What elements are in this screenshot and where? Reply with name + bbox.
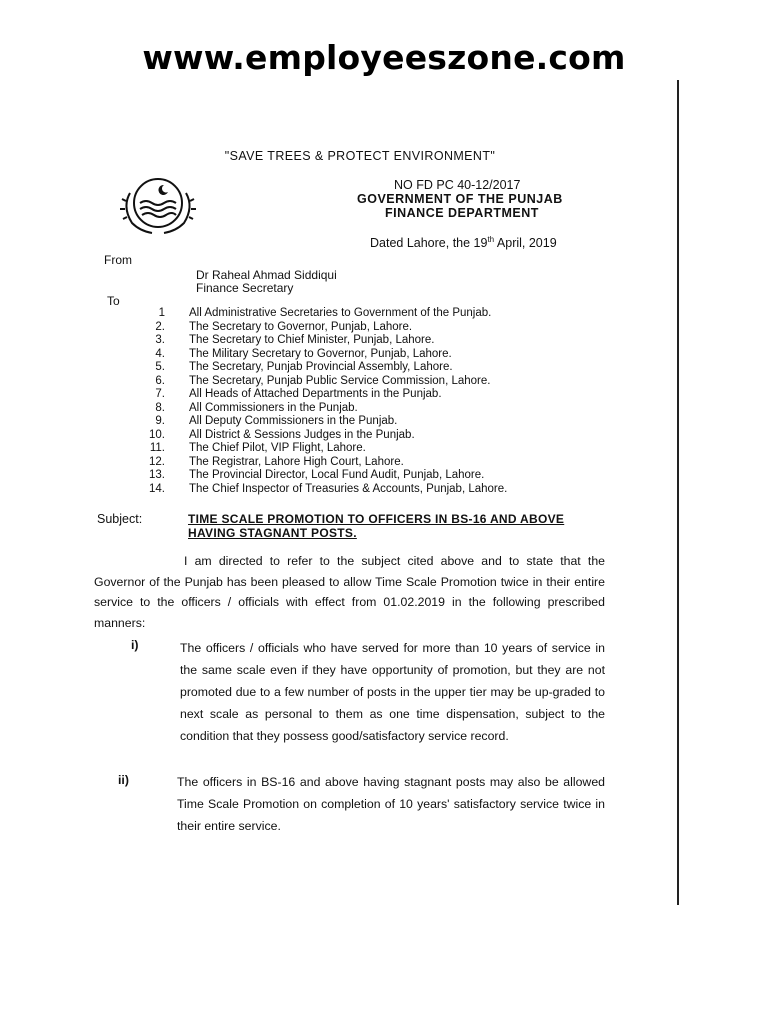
to-label: To [107, 294, 120, 308]
subject-label: Subject: [97, 512, 143, 526]
from-label: From [104, 253, 132, 267]
intro-paragraph: I am directed to refer to the subject cited above and to state that the Governor of the Punjab has been pleased to allow Time Scale Promotion twice in their entire service to the officers / officials with effect from 01.02.2019 in the following prescribed manners: [94, 554, 605, 630]
list-item: The officers in BS-16 and above having stagnant posts may also be allowed Time Scale Promotion on completion of 10 years' satisfactory service twice in their entire service. [177, 775, 605, 833]
letter-date [370, 235, 557, 250]
scan-edge-line [677, 80, 679, 905]
subject-text: TIME SCALE PROMOTION TO OFFICERS IN BS-16 AND ABOVE HAVING STAGNANT POSTS. [188, 512, 565, 540]
recipient-item: 4. The Military Secretary to Governor, Punjab, Lahore. [155, 347, 452, 360]
date-prefix: Dated Lahore, the 19 [370, 236, 488, 251]
recipient-item: 6. The Secretary, Punjab Public Service Commission, Lahore. [155, 374, 491, 387]
recipient-item: 9. All Deputy Commissioners in the Punjab. [155, 415, 398, 427]
recipient-item: 2. The Secretary to Governor, Punjab, Lahore. [155, 320, 413, 333]
recipient-item: 3. The Secretary to Chief Minister, Punjab, Lahore. [155, 334, 435, 346]
sender-name: Dr Raheal Ahmad Siddiqui [196, 268, 337, 282]
sender-designation: Finance Secretary [196, 281, 294, 295]
list-item: The officers / officials who have served for more than 10 years of service in the same scale even if they have opportunity of promotion, but they are not promoted due to a few number of posts in the upper tier may be up-graded to next scale as personal to them as one time dispensation, subject to the condition that they possess good/satisfactory service record. [180, 641, 605, 743]
date-suffix: April, 2019 [494, 236, 557, 251]
recipient-item: 12. The Registrar, Lahore High Court, Lahore. [149, 455, 404, 468]
recipient-item: 7. All Heads of Attached Departments in the Punjab. [155, 388, 442, 400]
recipient-list [138, 307, 598, 496]
item-marker: ii) [118, 773, 129, 787]
reference-number: NO FD PC 40-12/2017 [394, 178, 521, 192]
department-heading: FINANCE DEPARTMENT [385, 206, 539, 220]
recipient-item: 11. The Chief Pilot, VIP Flight, Lahore. [149, 442, 366, 454]
date-ordinal: th [487, 235, 495, 244]
recipient-item: 1 All Administrative Secretaries to Government of the Punjab. [158, 307, 492, 319]
government-heading: GOVERNMENT OF THE PUNJAB [357, 192, 563, 206]
government-of-punjab-emblem-icon [116, 173, 198, 237]
item-marker: i) [131, 638, 139, 652]
recipient-item: 14. The Chief Inspector of Treasuries & Accounts, Punjab, Lahore. [149, 482, 508, 495]
website-watermark: www.employeeszone.com [142, 38, 626, 77]
recipient-item: 10. All District & Sessions Judges in the Punjab. [149, 428, 415, 441]
recipient-item: 8. All Commissioners in the Punjab. [155, 401, 358, 414]
recipient-item: 5. The Secretary, Punjab Provincial Assembly, Lahore. [155, 361, 453, 373]
recipient-item: 13. The Provincial Director, Local Fund Audit, Punjab, Lahore. [149, 469, 485, 481]
slogan: "SAVE TREES & PROTECT ENVIRONMENT" [224, 149, 496, 163]
